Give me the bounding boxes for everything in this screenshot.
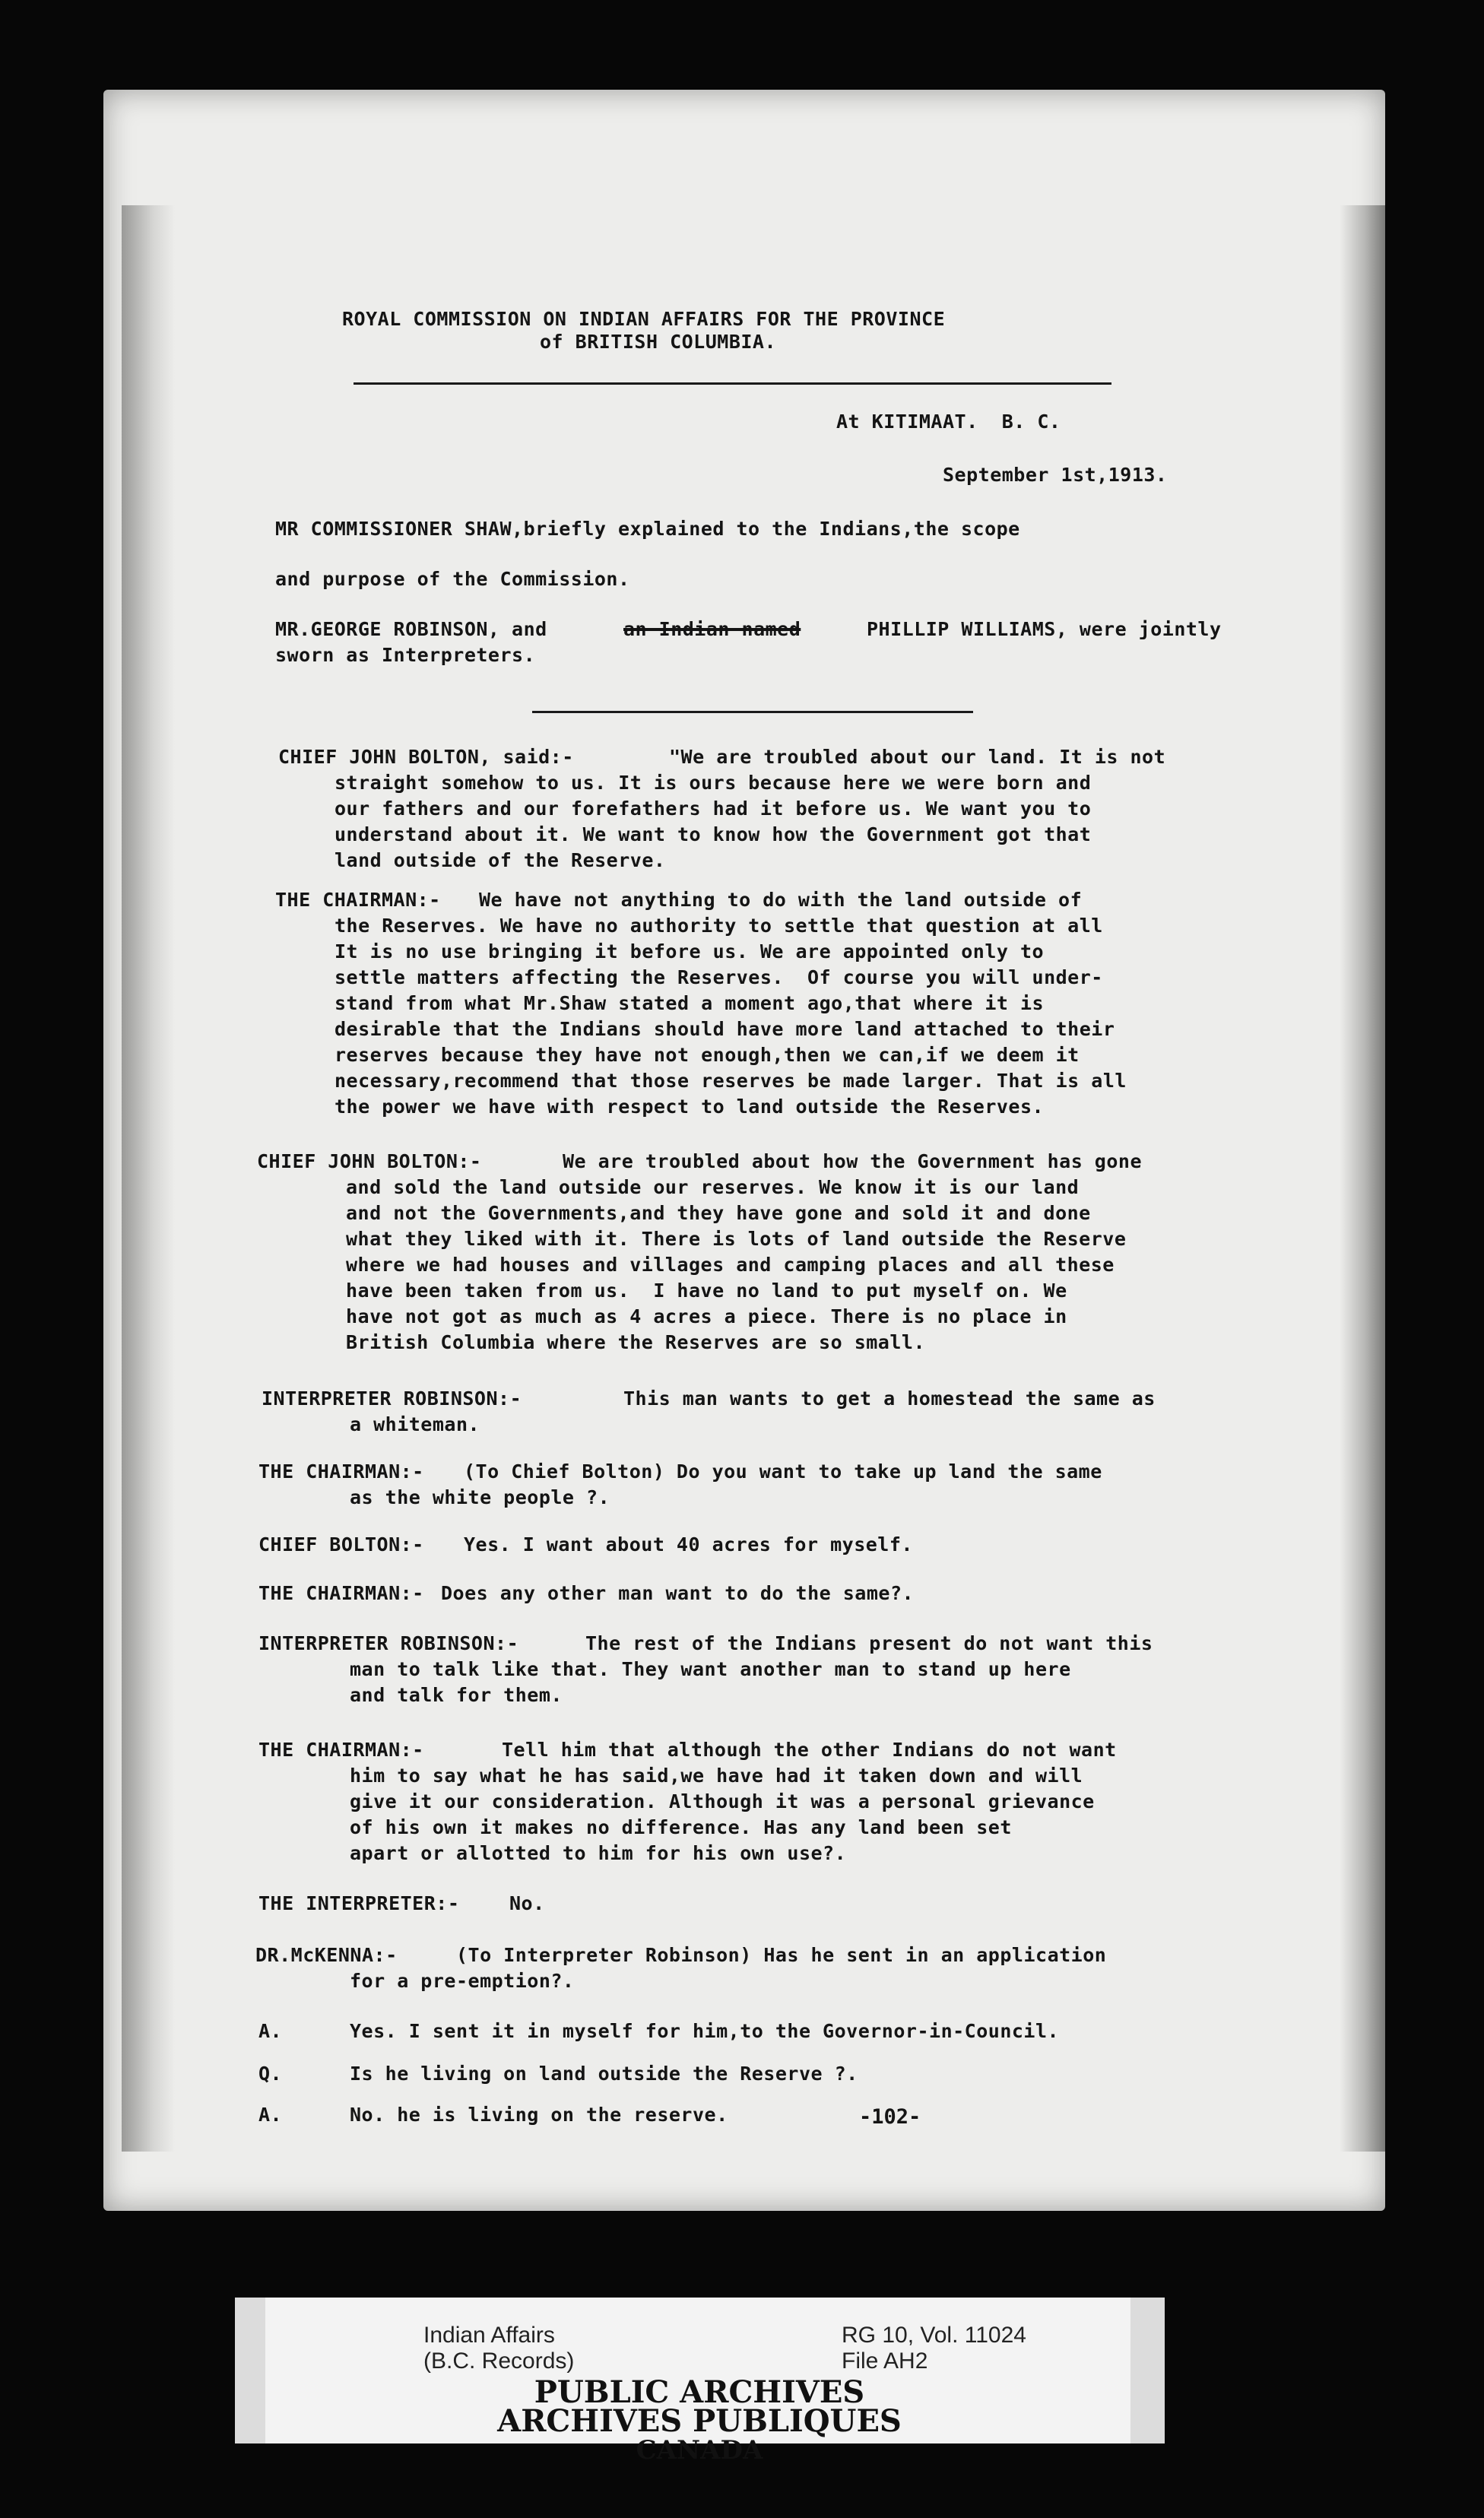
speech-line: our fathers and our forefathers had it before us. We want you to [335, 798, 1092, 820]
label-series-line2: (B.C. Records) [423, 2348, 575, 2374]
speech-line: as the white people ?. [350, 1486, 610, 1508]
archives-stamp-line1: PUBLIC ARCHIVES [534, 2374, 865, 2410]
speech-line: We have not anything to do with the land outside of [479, 889, 1083, 911]
archives-stamp-line2: ARCHIVES PUBLIQUES [497, 2403, 902, 2439]
speaker-label: INTERPRETER ROBINSON:- [258, 1632, 519, 1654]
speech-line: British Columbia where the Reserves are so small. [346, 1331, 926, 1353]
document-title-line2: of BRITISH COLUMBIA. [540, 331, 777, 353]
intro-line-3a: MR.GEORGE ROBINSON, and [275, 618, 547, 640]
speech-line: the Reserves. We have no authority to settle that question at all [335, 915, 1103, 937]
speech-line: necessary,recommend that those reserves be made larger. That is all [335, 1070, 1127, 1092]
speech-line: and sold the land outside our reserves. We know it is our land [346, 1176, 1080, 1198]
speech-line: the power we have with respect to land outside the Reserves. [335, 1096, 1045, 1118]
speech-line: of his own it makes no difference. Has any land been set [350, 1816, 1012, 1838]
speech-line: Yes. I sent it in myself for him,to the Governor-in-Council. [350, 2020, 1060, 2042]
speech-line: settle matters affecting the Reserves. Of course you will under- [335, 966, 1103, 988]
section-rule [532, 711, 973, 713]
speech-line: have been taken from us. I have no land to put myself on. We [346, 1280, 1067, 1302]
speech-line: stand from what Mr.Shaw stated a moment ago,that where it is [335, 992, 1045, 1014]
speech-line: Yes. I want about 40 acres for myself. [464, 1533, 913, 1556]
speech-line: have not got as much as 4 acres a piece. There is no place in [346, 1305, 1067, 1327]
speaker-label: THE CHAIRMAN:- [258, 1460, 424, 1483]
speech-line: desirable that the Indians should have more land attached to their [335, 1018, 1115, 1040]
speech-line: Does any other man want to do the same?. [441, 1582, 915, 1604]
intro-line-1: MR COMMISSIONER SHAW,briefly explained to the Indians,the scope [275, 518, 1020, 540]
speech-line: and talk for them. [350, 1684, 563, 1706]
speaker-label: THE CHAIRMAN:- [275, 889, 441, 911]
speech-line: apart or allotted to him for his own use?. [350, 1842, 847, 1864]
intro-line-3b: PHILLIP WILLIAMS, were jointly [867, 618, 1222, 640]
title-rule [354, 382, 1111, 385]
typed-page [228, 194, 1338, 2201]
speech-line: No. he is living on the reserve. [350, 2104, 728, 2126]
label-volume-line2: File AH2 [842, 2348, 928, 2374]
speech-line: straight somehow to us. It is ours because here we were born and [335, 772, 1092, 794]
speech-line: for a pre-emption?. [350, 1970, 575, 1992]
speaker-label: INTERPRETER ROBINSON:- [262, 1387, 522, 1410]
place-line: At KITIMAAT. B. C. [836, 411, 1061, 433]
speech-line: give it our consideration. Although it was a personal grievance [350, 1790, 1095, 1812]
speaker-label: CHIEF JOHN BOLTON, said:- [278, 746, 574, 768]
archive-label: Indian Affairs (B.C. Records) RG 10, Vol. 11024 File AH2 PUBLIC ARCHIVES ARCHIVES PUBLIQUES CANADA [249, 2298, 1150, 2443]
label-series-line1: Indian Affairs [423, 2323, 555, 2348]
speaker-label: CHIEF BOLTON:- [258, 1533, 424, 1556]
speech-line: him to say what he has said,we have had it taken down and will [350, 1765, 1083, 1787]
speech-line: and not the Governments,and they have gone and sold it and done [346, 1202, 1091, 1224]
speech-line: Is he living on land outside the Reserve ?. [350, 2063, 858, 2085]
speech-line: (To Interpreter Robinson) Has he sent in an application [456, 1944, 1107, 1966]
speech-line: This man wants to get a homestead the same as [623, 1387, 1156, 1410]
speaker-label: DR.McKENNA:- [255, 1944, 398, 1966]
intro-line-4: sworn as Interpreters. [275, 644, 536, 666]
speech-line: what they liked with it. There is lots of land outside the Reserve [346, 1228, 1127, 1250]
qa-marker: A. [258, 2020, 283, 2042]
label-volume-line1: RG 10, Vol. 11024 [842, 2323, 1026, 2348]
page-number: -102- [859, 2105, 921, 2129]
speaker-label: THE CHAIRMAN:- [258, 1739, 424, 1761]
speech-line: man to talk like that. They want another man to stand up here [350, 1658, 1071, 1680]
speech-line: reserves because they have not enough,then we can,if we deem it [335, 1044, 1080, 1066]
intro-struck-text: an Indian named [623, 618, 801, 640]
page-curl-shadow-left [122, 205, 175, 2152]
speech-line: We are troubled about how the Government has gone [563, 1150, 1143, 1172]
speech-line: Tell him that although the other Indians do not want [502, 1739, 1117, 1761]
speaker-label: CHIEF JOHN BOLTON:- [257, 1150, 482, 1172]
speech-line: understand about it. We want to know how the Government got that [335, 823, 1092, 845]
document-title-line1: ROYAL COMMISSION ON INDIAN AFFAIRS FOR THE PROVINCE [342, 308, 946, 330]
speech-line: where we had houses and villages and camping places and all these [346, 1254, 1115, 1276]
intro-line-2: and purpose of the Commission. [275, 568, 630, 590]
speech-line: It is no use bringing it before us. We are appointed only to [335, 940, 1045, 962]
speaker-label: THE CHAIRMAN:- [258, 1582, 424, 1604]
speaker-label: THE INTERPRETER:- [258, 1892, 460, 1914]
date-line: September 1st,1913. [943, 464, 1168, 486]
speech-line: The rest of the Indians present do not want this [585, 1632, 1153, 1654]
speech-line: land outside of the Reserve. [335, 849, 666, 871]
speech-line: (To Chief Bolton) Do you want to take up land the same [464, 1460, 1102, 1483]
speech-line: "We are troubled about our land. It is not [669, 746, 1166, 768]
page-curl-shadow-right [1340, 205, 1385, 2152]
speech-line: No. [509, 1892, 545, 1914]
qa-marker: A. [258, 2104, 283, 2126]
qa-marker: Q. [258, 2063, 283, 2085]
speech-line: a whiteman. [350, 1413, 480, 1435]
